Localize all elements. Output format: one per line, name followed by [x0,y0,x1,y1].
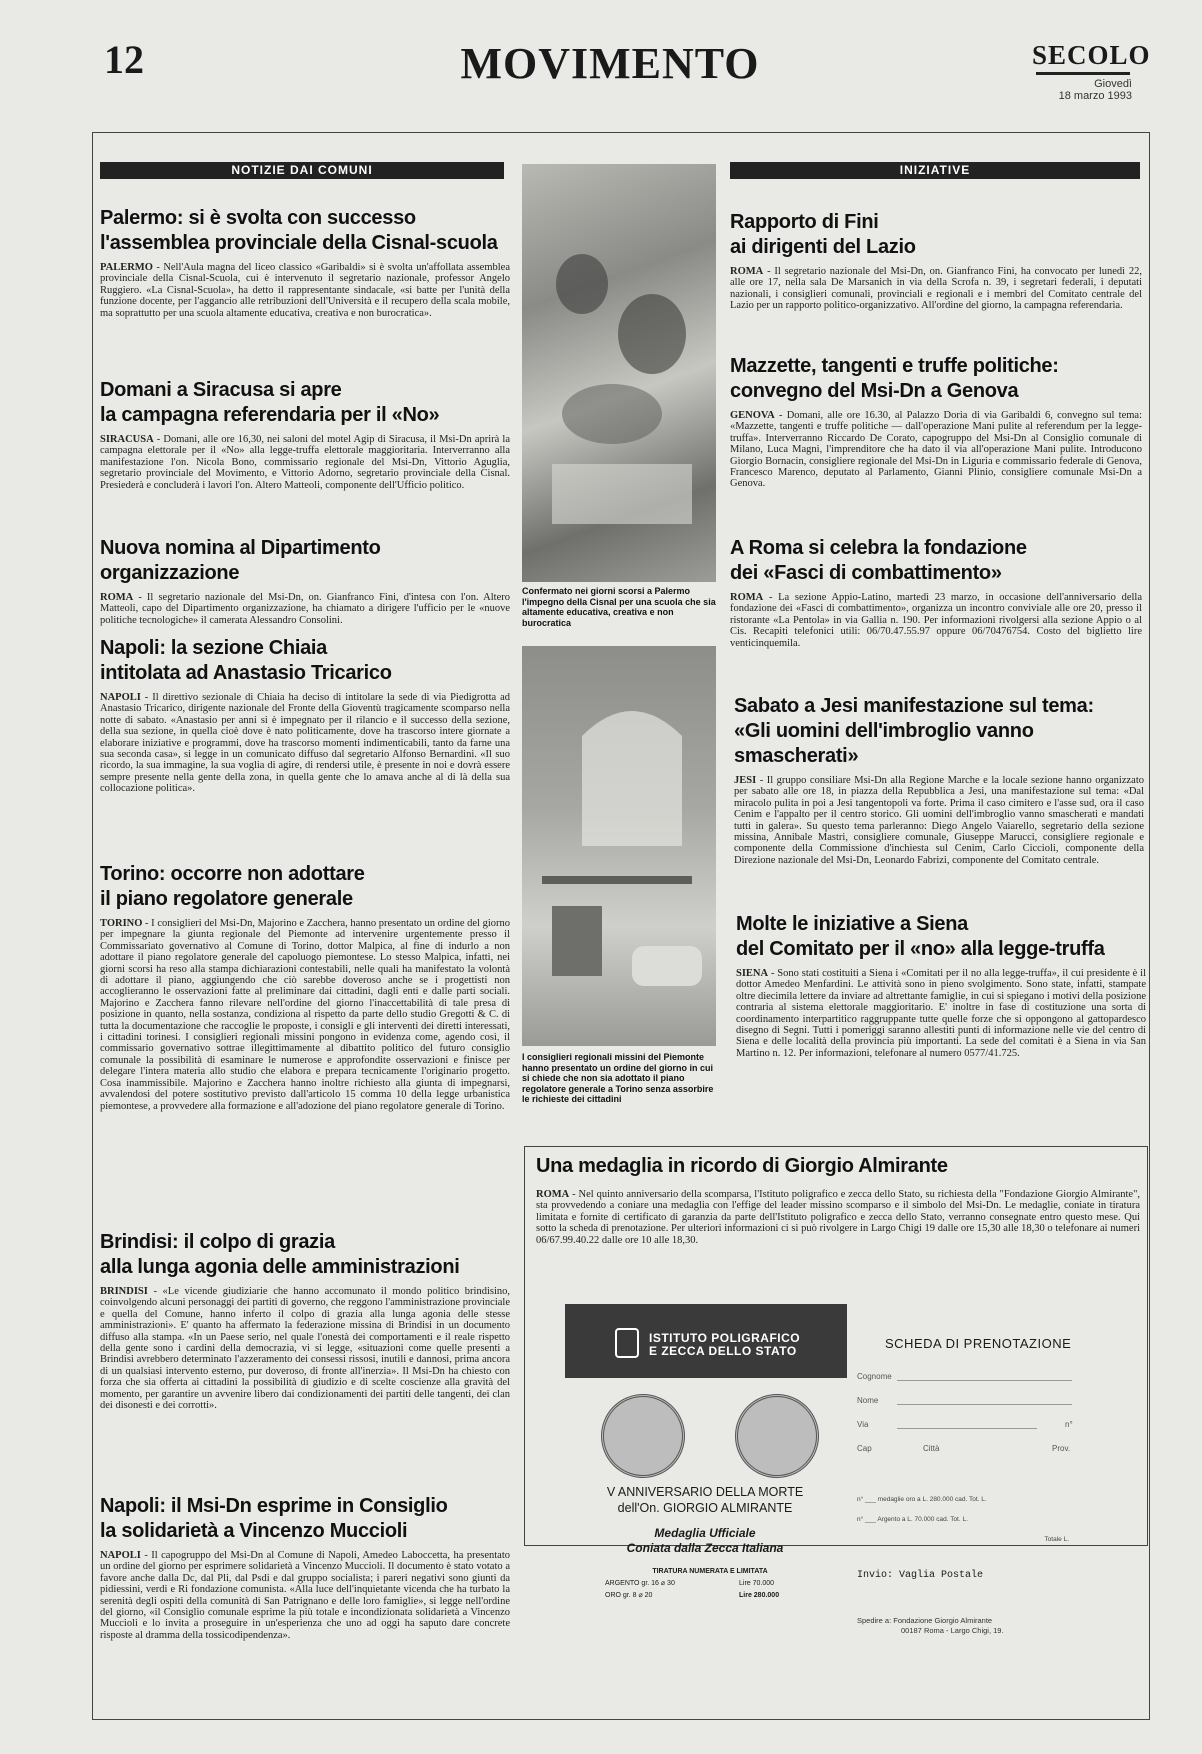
newspaper-logo: SECOLO [1032,40,1151,70]
logo-rule [1036,72,1130,75]
send-to-line1: Spedire a: Fondazione Giorgio Almirante [857,1616,993,1625]
headline-line1: Rapporto di Fini [730,211,879,233]
field-label-city: Città [923,1444,940,1453]
city: TORINO [100,918,143,929]
photo-building [522,646,716,1046]
article-palermo [100,206,510,354]
city: SIENA [736,968,769,979]
city: PALERMO [100,262,153,273]
article-text: - Nel quinto anniversario della scomparsa, l'Istituto poligrafico e zecca dello Stato, su richiesta della "Fondazione Giorgio Almirante", sta provvedendo a coniare una medaglia con l'effige del leader missino scomparso e il simbolo del Msi-Dn. Le medaglie, coniate in tiratura limitata e fornite di certificato di garanzia da parte dell'Istituto poligrafico e zecca dello Stato, verranno consegnate entro questo mese. Qui sotto la scheda di prenotazione. Per ulteriori informazioni ci si può rivolgere in Largo Chigi 19 dalle ore 15,30 alle 18,30 o telefonare ai numeri 06/67.99.40.22 dalle ore 10 alle 18,30. [536,1189,1140,1246]
silver-spec: ARGENTO gr. 16 ⌀ 30 [605,1580,675,1587]
order-lines[interactable] [857,1490,1069,1550]
headline-line1: A Roma si celebra la fondazione [730,537,1027,559]
headline-line1: Torino: occorre non adottare [100,863,365,885]
field-via[interactable] [857,1420,1077,1429]
article-brindisi [100,1230,510,1490]
city: NAPOLI [100,692,141,703]
medal-description [565,1526,845,1556]
photo-building-shapes [522,646,716,1046]
headline [100,636,510,686]
headline-line2: la campagna referendaria per il «No» [100,404,440,426]
article-text: - Domani, alle ore 16.30, al Palazzo Doria di via Garibaldi 6, convegno sul tema: «Mazzette, tangenti e truffe politiche — dall'operazione Mani pulite al referendum per la legge-truffa». Interverranno Riccardo De Corato, capogruppo del Msi-Dn al Consiglio comunale di Milano, Luca Magni, l'imprenditore che ha dato il via all'operazione Mani pulite. Introducono Giorgio Bornacin, consigliere regionale del Msi-Dn in Liguria e commissario federale di Genova, Francesco Marenco, deputato al Parlamento, Gianni Plinio, consigliere comunale Msi-Dn a Genova. [730,410,1142,490]
field-cognome[interactable] [857,1372,892,1381]
issuer-line2: E ZECCA DELLO STATO [649,1344,797,1358]
headline [100,536,510,586]
city: SIRACUSA [100,434,154,445]
article-siena [736,912,1146,1128]
article-genova [730,354,1142,514]
article-text: - Il segretario nazionale del Msi-Dn, on. Gianfranco Fini, d'intesa con l'on. Altero Matteoli, capo del Dipartimento organizzazione, ha chiamato a dirigere l'ufficio per le «nuove politiche tecnologiche» il camerata Alessandro Consolini. [100,592,510,626]
article-body [730,266,1142,334]
headline-line1: Molte le iniziative a Siena [736,913,968,935]
city: NAPOLI [100,1550,141,1561]
silver-price: Lire 70.000 [739,1580,775,1587]
article-body [100,262,510,354]
send-to [857,1616,1067,1636]
headline-line2: del Comitato per il «no» alla legge-truffa [736,938,1105,960]
section-label-iniziative: INIZIATIVE [730,162,1140,179]
article-siracusa [100,378,510,514]
city: ROMA [730,266,764,277]
dateline-day: Giovedì [1094,78,1132,90]
headline [730,536,1142,586]
article-text: - La sezione Appio-Latino, martedì 23 marzo, in occasione dell'anniversario della fondazione dei «Fasci di combattimento», organizza un incontro conviviale alle ore 20, presso il ristorante «La Pentola» in via Gallia n. 190. Per informazioni rivolgersi alla sezione Appio o al Cis. Recapiti telefonici utili: 06/70.47.55.97 oppure 06/70476754. Costo del biglietto lire venticinquemila. [730,592,1142,649]
article-text: - Nell'Aula magna del liceo classico «Garibaldi» si è svolta un'affollata assemblea provinciale della Cisnal-Scuola, cui è intervenuto il segretario nazionale, professor Angelo Ruggiero. «La Cisnal-Scuola», ha detto il rappresentante sindacale, «si batte per l'unità della funzione docente, per l'aggancio alle retribuzioni dell'Università e il recupero della scala mobile, ma soprattutto per una scuola altamente educativa, creativa e non burocratica». [100,262,510,319]
article-body [100,434,510,514]
article-body [736,968,1146,1128]
headline-line2: convegno del Msi-Dn a Genova [730,380,1019,402]
headline: Una medaglia in ricordo di Giorgio Almirante [536,1155,948,1177]
article-napoli-muccioli [100,1494,510,1722]
dateline [1020,78,1132,102]
photo-classroom [522,164,716,582]
headline-line2: «Gli uomini dell'imbroglio vanno smascherati» [734,720,1034,767]
order-total: Totale L. [1044,1536,1069,1543]
headline-line1: Napoli: la sezione Chiaia [100,637,328,659]
article-body [730,410,1142,514]
headline-line2: ai dirigenti del Lazio [730,236,916,258]
field-label-prov: Prov. [1052,1444,1071,1453]
anniversary-text [565,1484,845,1516]
field-label-number: n° [1065,1420,1073,1429]
article-text: - Il capogruppo del Msi-Dn al Comune di Napoli, Amedeo Laboccetta, ha presentato un ordine del giorno per esprimere solidarietà a Vincenzo Muccioli. Il documento è stato votato a favore anche dalla Dc, dal Pli, dal Psdi e dal gruppo socialista; i pareri negativi sono giunti da pidiessini, verdi e Ri fondazione comunista. «Alla luce dell'inquietante vicenda che ha turbato la serenità degli ospiti della comunità di San Patrignano e delle loro famiglie», si legge nell'ordine del giorno, «il Consiglio comunale esprime la più totale e incondizionata solidarietà a Vincenzo Muccioli e lo invita a proseguire in un'esperienza che uno ad oggi ha saputo dare concrete risposte al dramma della tossicodipendenza». [100,1550,510,1641]
article-nomina [100,536,510,650]
article-text: - Il direttivo sezionale di Chiaia ha deciso di intitolare la sede di via Piedigrotta ad Anastasio Tricarico, dirigente nazionale del Fronte della Gioventù tragicamente scomparso nella notte di sabato. «Anastasio per anni si è impegnato per il rilancio e il successo della sezione, della sua sezione, in quella cioè dove è nato politicamente, dove ha trascorso intere giornate a elaborare iniziative e programmi, dove ha trascorso momenti indimenticabili, tanto da farne una sua seconda casa», si legge in un comunicato diffuso dal segretario Alfonso Bernardini. «Il suo ricordo, la sua immagine, la sua voglia di agire, di rendersi utile, è presente in noi e dovrà essere sempre presente nella gente della zona, in quella gente che lo amava anche al di là della sua collocazione politica». [100,692,510,795]
headline-line1: Sabato a Jesi manifestazione sul tema: [734,695,1094,717]
field-label: Cognome [857,1372,892,1381]
article-napoli-chiaia [100,636,510,862]
field-label: Nome [857,1396,879,1405]
headline [100,206,510,256]
headline [734,694,1144,769]
order-line-gold[interactable]: n° ___ medaglie oro a L. 280.000 cad. Tot. L. [857,1496,987,1503]
headline-line1: Brindisi: il colpo di grazia [100,1231,335,1253]
section-title: MOVIMENTO [460,39,760,88]
photo-caption-top: Confermato nei giorni scorsi a Palermo l'impegno della Cisnal per una scuola che sia altamente educativa, creativa e non burocratica [522,586,716,628]
field-label: Cap [857,1444,872,1453]
anniversary-line1: V ANNIVERSARIO DELLA MORTE [606,1485,804,1499]
headline-line2: l'assemblea provinciale della Cisnal-scuola [100,232,498,254]
headline-line1: Nuova nomina al Dipartimento organizzazione [100,537,381,584]
article-text: - Sono stati costituiti a Siena i «Comitati per il no alla legge-truffa», il cui presidente è il dottor Amedeo Menfardini. Le attività sono in pieno svolgimento. Sono state, infatti, stampate oltre diecimila lettere da inviare ad altrettante famiglie, in cui si spiegano i motivi della posizione contraria al sistema elettorale maggioritario. E' inoltre in fase di costituzione una sorta di coordinamento interpartitico raggruppante tutte quelle forze che si oppongono al gattopardesco disegno di Segni. Tutti i pomeriggi saranno allestiti punti di informazione nelle vie del centro di Siena e delle località della provincia più importanti. La sede del comitati è a Siena in via San Martino n. 12. Per informazioni, telefonare al numero 0577/41.725. [736,968,1146,1059]
headline [736,912,1146,962]
gold-price: Lire 280.000 [739,1592,780,1599]
headline-line1: Napoli: il Msi-Dn esprime in Consiglio [100,1495,448,1517]
article-body [100,1550,510,1722]
city: ROMA [100,592,134,603]
field-label: Via [857,1420,869,1429]
article-body [100,692,510,862]
city: BRINDISI [100,1286,148,1297]
article-text: - Il gruppo consiliare Msi-Dn alla Regione Marche e la locale sezione hanno organizzato per sabato alle ore 18, in piazza della Repubblica a Jesi, una manifestazione sul tema: «Dal miracolo pulita in poi a Jesi tangentopoli va forte. Prima il caso cimitero e l'asse sud, ora il caso Cenim e l'appalto per il centro storico. Gli uomini dell'imbroglio vanno smascherati e mandati tutti in galera». Su questo tema parleranno: Diego Angelo Vaiarello, segretario della sezione missina, Annibale Mastri, consigliere comunale, Giuseppe Marucci, consigliere regionale e componente della Commissione d'inchiesta sul Cenim, Carlo Ciccioli, componente della Direzione nazionale del Msi-Dn, Leonardo Fabrizi, componente del Comitato centrale. [734,775,1144,866]
medal-line2: Coniata dalla Zecca Italiana [626,1541,784,1555]
headline-line2: la solidarietà a Vincenzo Muccioli [100,1520,408,1542]
city: GENOVA [730,410,775,421]
headline [100,378,510,428]
photo-classroom-figures [522,164,716,582]
article-roma-fasci [730,536,1142,672]
headline [730,354,1142,404]
article-body [734,775,1144,935]
headline [100,862,510,912]
order-line-silver[interactable]: n° ___ Argento a L. 70.000 cad. Tot. L. [857,1516,968,1523]
headline-line2: il piano regolatore generale [100,888,353,910]
photo-caption-bottom: I consiglieri regionali missini del Piemonte hanno presentato un ordine del giorno in cui si chiede che non sia adottato il piano regolatore generale a Torino senza assorbire le richieste dei cittadini [522,1052,714,1104]
page-number: 12 [104,37,144,82]
section-label-notizie: NOTIZIE DAI COMUNI [100,162,504,179]
article-body [100,918,510,1258]
headline-line1: Mazzette, tangenti e truffe politiche: [730,355,1059,377]
price-list [605,1566,815,1602]
zecca-logo-icon [615,1328,639,1358]
edition-label: TIRATURA NUMERATA E LIMITATA [652,1568,768,1575]
article-fini [730,210,1142,334]
headline [730,210,1142,260]
city: ROMA [536,1189,570,1200]
article-body [730,592,1142,672]
headline-line1: Domani a Siracusa si apre [100,379,342,401]
medal-line1: Medaglia Ufficiale [654,1526,756,1540]
medal-portrait-icon [601,1394,685,1478]
headline-line2: intitolata ad Anastasio Tricarico [100,662,392,684]
field-nome[interactable] [857,1396,878,1405]
city: JESI [734,775,757,786]
medal-emblem-icon [735,1394,819,1478]
article-text: - I consiglieri del Msi-Dn, Majorino e Zacchera, hanno presentato un ordine del giorno per impegnare la giunta regionale del Piemonte ad intervenire urgentemente presso il Commissariato governativo al Comune di Torino, dottor Malpica, al fine di indurlo a non adottare il piano regolatore generale del capoluogo piemontese. Lo stesso Malpica, infatti, nei giorni scorsi ha reso alla stampa dichiarazioni contestabili, nelle quali ha manifestato la volontà di adottare il piano, aggiungendo che ciò sarebbe doveroso anche se i progettisti non accoglieranno le osservazioni fatte al preliminare dai cittadini, dagli enti e dalle parti sociali. Majorino e Zacchera fanno rilevare nell'ordine del giorno l'inaccettabilità di tale presa di posizione in quanto, nella sostanza, condiziona al rispetto da parte dello studio Gregotti & C. di tutta la documentazione che raccoglie le proposte, i consigli e gli interventi dei diretti interessati, i cittadini torinesi. I consiglieri regionali missini pongono in evidenza come, agendo così, il commissario governativo sottrae illegittimamente al dibattito politico del futuro consiglio comunale la possibilità di esaminare le numerose e approfondite osservazioni e finisce per delegare l'intera materia allo studio che elabora e prepara tecnicamente l'originario progetto. Cosa inammissibile. Majorino e Zacchera hanno inoltre richiesto alla giunta di impegnarsi, avvalendosi del potere sostitutivo previsto dall'articolo 15 comma 10 della legge urbanistica piemontese, a provvedere alla formazione e all'adozione del piano regolatore generale di Torino. [100,918,510,1112]
headline-line2: alla lunga agonia delle amministrazioni [100,1256,460,1278]
article-medaglia [536,1154,1140,1247]
city: ROMA [730,592,764,603]
article-text: - Il segretario nazionale del Msi-Dn, on. Gianfranco Fini, ha convocato per lunedì 22, alle ore 17, nella sala De Marsanich in via della Scrofa n. 39, i segretari federali, i deputati nazionali, i consiglieri comunali, provinciali e regionali e i membri del Comitato centrale del Lazio per un rapporto politico-organizzativo. All'ordine del giorno, la campagna referendaria. [730,266,1142,312]
article-body [100,1286,510,1490]
issuer-name [649,1332,800,1358]
send-to-line2: 00187 Roma - Largo Chigi, 19. [901,1626,1004,1635]
issuer-banner [565,1304,847,1378]
gold-spec: ORO gr. 8 ⌀ 20 [605,1592,653,1599]
headline-line2: dei «Fasci di combattimento» [730,562,1002,584]
headline-line1: Palermo: si è svolta con successo [100,207,416,229]
article-jesi [734,694,1144,935]
payment-method: Invio: Vaglia Postale [857,1570,984,1581]
issuer-line1: ISTITUTO POLIGRAFICO [649,1331,801,1345]
article-body [536,1189,1140,1247]
article-torino [100,862,510,1258]
headline [100,1230,510,1280]
article-text: - Domani, alle ore 16,30, nei saloni del motel Agip di Siracusa, il Msi-Dn aprirà la campagna elettorale per il «No» alla legge-truffa elettorale maggioritaria. Interverranno alla manifestazione l'on. Nicola Bono, commissario regionale del Msi-Dn, Vittorio Aguglia, segretario provinciale del Movimento, e Vittorio Adorno, segretario provinciale della Cisnal. Presiederà e concluderà i lavori l'on. Altero Matteoli, componente dell'Ufficio politico. [100,434,510,491]
reservation-coupon [565,1304,1075,1684]
dateline-date: 18 marzo 1993 [1058,90,1132,102]
field-cap[interactable] [857,1444,1087,1453]
headline [100,1494,510,1544]
anniversary-line2: dell'On. GIORGIO ALMIRANTE [617,1501,793,1515]
masthead [0,0,1202,120]
form-title: SCHEDA DI PRENOTAZIONE [885,1336,1072,1351]
article-text: - «Le vicende giudiziarie che hanno accomunato il mondo politico brindisino, coinvolgendo alcuni personaggi dei partiti di governo, che reggono l'amministrazione provinciale e quella del Comune, hanno inferto il colpo di grazia alla lunga agonia delle stesse amministrazioni». E' quanto ha affermato la federazione missina di Brindisi in un documento diffuso alla stampa. «In un Paese serio, nel quale l'onestà dei comportamenti e il reale rispetto della gente sono i cardini della democrazia, vi si legge, «situazioni come quelle presenti a Brindisi avrebbero determinato l'azzeramento dei consessi rissosi, inutili e dannosi, prima ancora di un qualsiasi intervento esterno, pur doveroso, di fronte all'inerzia». Il Msi-Dn ha chiesto con forza che sia offerta ai cittadini la possibilità di giudizio e di scelte coscienze alla gravità del momento, per garantire un avvenire libero dai condizionamenti dei partiti delle tangenti, dei clan dei disonesti e dei corrotti». [100,1286,510,1412]
